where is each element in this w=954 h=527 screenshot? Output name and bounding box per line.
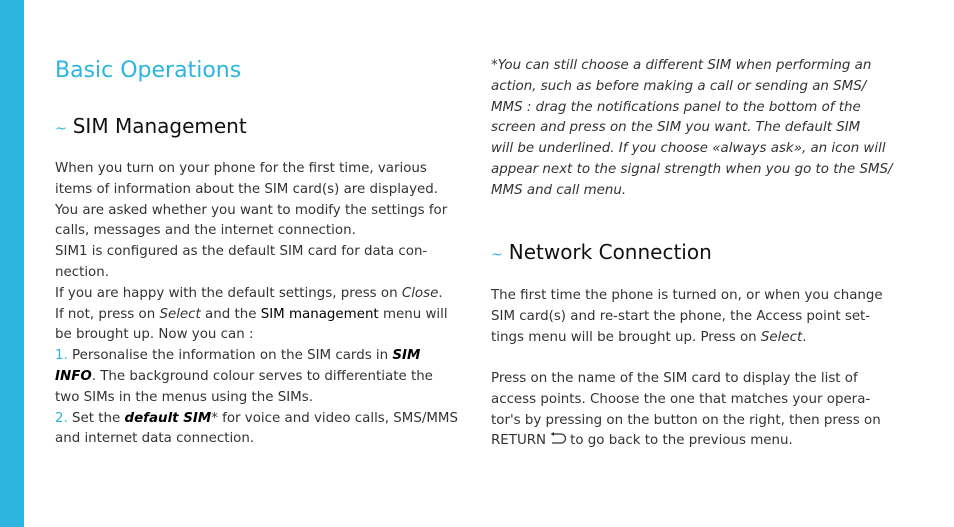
body-line bbox=[491, 328, 883, 349]
heading-text: Network Connection bbox=[508, 240, 712, 264]
note-line: MMS : drag the notifications panel to the bottom of the bbox=[491, 99, 861, 115]
note-line: MMS and call menu. bbox=[491, 182, 627, 198]
text-run: tings menu will be brought up. Press on bbox=[491, 329, 761, 345]
body-line: access points. Choose the one that matches your opera- bbox=[491, 391, 871, 407]
text-run: Personalise the information on the SIM cards in bbox=[67, 348, 393, 364]
body-line bbox=[55, 284, 458, 305]
select-option-ref: Select bbox=[760, 329, 803, 345]
select-option-ref: Select bbox=[159, 306, 201, 322]
note-line: *You can still choose a different SIM when performing an bbox=[491, 58, 872, 73]
body-line: SIM1 is configured as the default SIM card for data con- bbox=[55, 244, 428, 260]
list-item-1 bbox=[55, 346, 458, 367]
body-line: SIM card(s) and re-start the phone, the Access point set- bbox=[491, 308, 871, 324]
text-run: . The background colour serves to differentiate the bbox=[91, 368, 433, 384]
sim-info-ref: INFO bbox=[55, 368, 92, 384]
body-line: You are asked whether you want to modify the settings for bbox=[55, 202, 448, 218]
page-title: Basic Operations bbox=[55, 58, 242, 83]
list-item-2 bbox=[55, 409, 458, 430]
body-line: nection. bbox=[55, 264, 109, 280]
text-run: * for voice and video calls, SMS/MMS bbox=[211, 410, 458, 426]
network-paragraph-2 bbox=[491, 369, 881, 454]
body-line bbox=[55, 305, 458, 326]
text-run: and the bbox=[200, 306, 261, 322]
body-line: calls, messages and the internet connection. bbox=[55, 223, 356, 239]
list-number: 1. bbox=[55, 348, 68, 364]
side-accent-bar bbox=[0, 0, 24, 527]
text-run: to go back to the previous menu. bbox=[570, 433, 793, 449]
sim-info-ref: SIM bbox=[392, 348, 421, 364]
list-item-1-cont bbox=[55, 367, 458, 388]
sim-management-body bbox=[55, 159, 458, 450]
note-line: screen and press on the SIM you want. The default SIM bbox=[491, 120, 861, 136]
close-option-ref: Close bbox=[401, 285, 439, 301]
text-run: . bbox=[438, 285, 443, 301]
default-sim-note bbox=[491, 56, 893, 202]
heading-text: SIM Management bbox=[72, 114, 247, 138]
body-line: The first time the phone is turned on, or when you change bbox=[491, 288, 883, 303]
list-item-2-cont: and internet data connection. bbox=[55, 431, 255, 447]
section-heading-sim-management bbox=[55, 114, 247, 138]
default-sim-ref: default SIM bbox=[124, 410, 212, 426]
text-run: If not, press on bbox=[55, 306, 160, 322]
network-paragraph-1 bbox=[491, 286, 883, 348]
heading-tilde: ~ bbox=[491, 247, 503, 263]
note-line: appear next to the signal strength when you go to the SMS/ bbox=[491, 161, 893, 177]
body-line: tor's by pressing on the button on the right, then press on bbox=[491, 412, 881, 428]
body-line: be brought up. Now you can : bbox=[55, 327, 254, 343]
list-item-1-cont: two SIMs in the menus using the SIMs. bbox=[55, 389, 313, 405]
body-line: When you turn on your phone for the first time, various bbox=[55, 161, 427, 176]
body-line bbox=[491, 431, 881, 454]
note-line: action, such as before making a call or sending an SMS/ bbox=[491, 78, 867, 94]
body-line: Press on the name of the SIM card to display the list of bbox=[491, 371, 858, 386]
section-heading-network-connection bbox=[491, 240, 712, 264]
note-line: will be underlined. If you choose «always ask», an icon will bbox=[491, 141, 886, 157]
return-arrow-icon bbox=[549, 432, 567, 454]
text-run: Set the bbox=[67, 410, 125, 426]
text-run: menu will bbox=[378, 306, 448, 322]
body-line: items of information about the SIM card(s) are displayed. bbox=[55, 181, 439, 197]
list-number: 2. bbox=[55, 410, 68, 426]
text-run: . bbox=[802, 329, 807, 345]
text-run: If you are happy with the default settings, press on bbox=[55, 285, 402, 301]
sim-management-menu-ref: SIM management bbox=[260, 306, 379, 322]
text-run: RETURN bbox=[491, 433, 547, 449]
heading-tilde: ~ bbox=[55, 121, 67, 137]
